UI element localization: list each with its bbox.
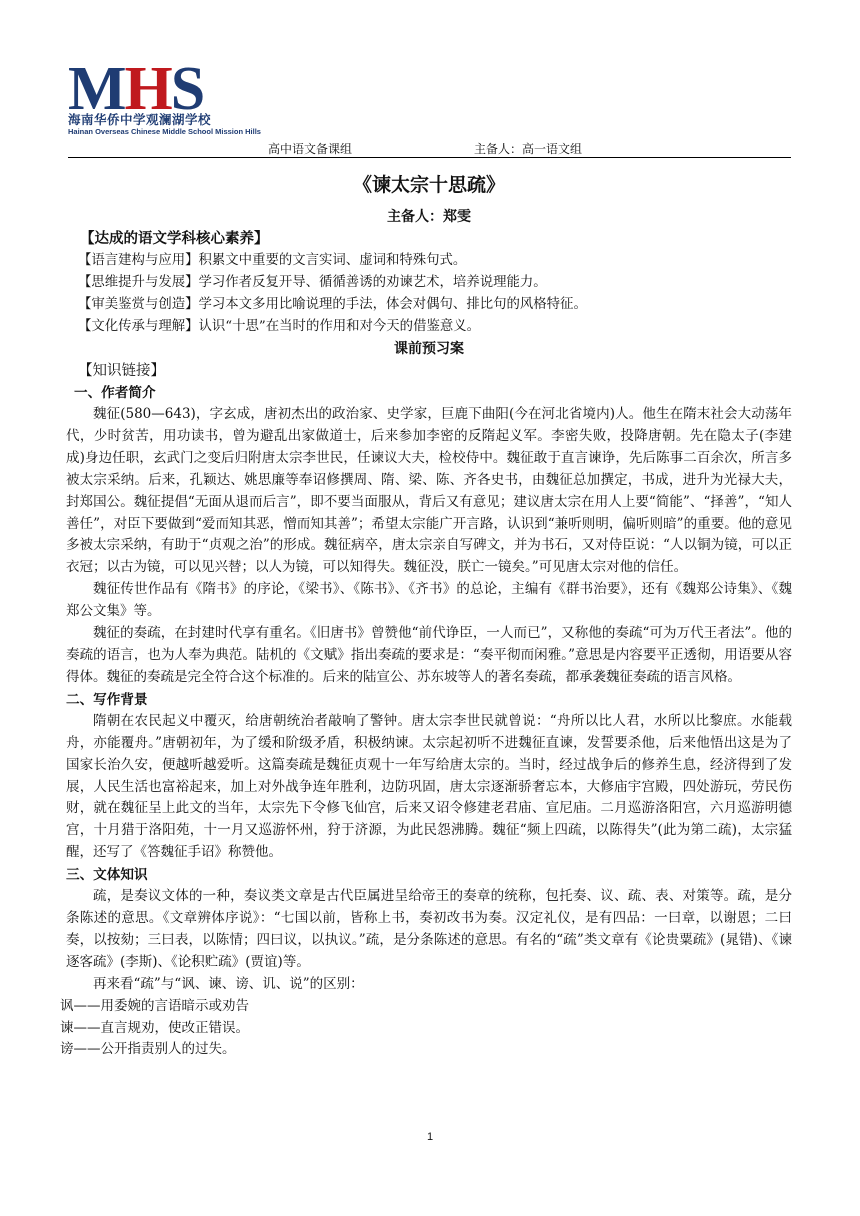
- definition-line: 谏——直言规劝，使改正错误。: [60, 1019, 249, 1036]
- definition-line: 讽——用委婉的言语暗示或劝告: [60, 997, 249, 1014]
- header-divider: [68, 157, 791, 158]
- competency-item: 【思维提升与发展】学习作者反复开导、循循善诱的劝谏艺术，培养说理能力。: [78, 275, 547, 290]
- genre-paragraph-1: 疏，是奏议文体的一种，奏议类文章是古代臣属进呈给帝王的奏章的统称，包托奏、议、疏、表、对策等。疏，是分条陈述的意思。《文章辨体序说》：“七国以前，皆称上书，奏初改书为奏。汉定礼仪，是有四品：一曰章，以谢恩；二曰奏，以按劾；三曰表，以陈情；四曰议，以执议。”疏，是分条陈述的意思。有名的“疏”类文章有《论贵粟疏》(晁错)、《谏逐客疏》(李斯)、《论积贮疏》(贾谊)等。: [66, 888, 792, 970]
- header-group: 高中语文备课组: [268, 142, 353, 156]
- background-paragraph: 隋朝在农民起义中覆灭，给唐朝统治者敲响了警钟。唐太宗李世民就曾说：“舟所以比人君，水所以比黎庶。水能载舟，亦能覆舟。”唐朝初年，为了缓和阶级矛盾，积极纳谏。太宗起初听不进魏征直谏，发誓要杀他，后来他悟出这是为了国家长治久安，便越听越爱听。这篇奏疏是魏征贞观十一年写给唐太宗的。当时，经过战争后的修养生息，经济得到了发展，人民生活也富裕起来，加上对外战争连年胜利，边防巩固，唐太宗逐渐骄奢忘本，大修庙宇宫殿，四处游玩，劳民伤财，就在魏征呈上此文的当年，太宗先下令修飞仙宫，后来又诏令修建老君庙、宣尼庙。二月巡游洛阳宫，六月巡游明德宫，十月猎于洛阳苑，十一月又巡游怀州，狩于济源，为此民怨沸腾。魏征“频上四疏，以陈得失”(此为第二疏)，太宗猛醒，还写了《答魏征手诏》称赞他。: [66, 712, 792, 861]
- competency-item: 【审美鉴赏与创造】学习本文多用比喻说理的手法，体会对偶句、排比句的风格特征。: [78, 297, 587, 312]
- competency-heading: 【达成的语文学科核心素养】: [80, 231, 269, 247]
- doc-author: 主备人：郑雯: [387, 209, 471, 225]
- author-paragraph-3: 魏征的奏疏，在封建时代享有重名。《旧唐书》曾赞他“前代诤臣，一人而已”，又称他的奏疏“可为万代王者法”。他的奏疏的语言，也为人奉为典范。陆机的《文赋》指出奏疏的要求是：“奏平彻而闲雅。”意思是内容要平正透彻，用语要从容得体。魏征的奏疏是完全符合这个标准的。后来的陆宣公、苏东坡等人的著名奏疏，都承袭魏征奏疏的语言风格。: [66, 625, 792, 685]
- section-author-title: 一、作者简介: [74, 385, 156, 401]
- preview-heading: 课前预习案: [394, 341, 464, 357]
- logo-mark: MHS: [68, 55, 204, 123]
- author-paragraph-2: 魏征传世作品有《隋书》的序论，《梁书》、《陈书》、《齐书》的总论，主编有《群书治要》，还有《魏郑公诗集》、《魏郑公文集》等。: [66, 581, 792, 620]
- school-logo: [68, 55, 261, 140]
- author-paragraph-1: 魏征(580—643)，字玄成，唐初杰出的政治家、史学家，巨鹿下曲阳(今在河北省境内)人。他生在隋末社会大动荡年代，少时贫苦，用功读书，曾为避乱出家做道士，后来参加李密的反隋起义军。李密失败，投降唐朝。先在隐太子(李建成)身边任职，玄武门之变后归附唐太宗李世民，任谏议大夫，检校侍中。魏征敢于直言谏诤，先后陈事二百余次，所言多被太宗采纳。后来，孔颖达、姚思廉等奉诏修撰周、隋、梁、陈、齐各史书，由魏征总加撰定，书成，进升为光禄大夫，封郑国公。魏征提倡“无面从退而后言”，即不要当面服从，背后又有意见；建议唐太宗在用人上要“简能”、“择善”，“知人善任”，对臣下要做到“爱而知其恶，憎而知其善”；希望太宗能广开言路，认识到“兼听则明，偏听则暗”的重要。他的意见多被太宗采纳，有助于“贞观之治”的形成。魏征病卒，唐太宗亲自写碑文，并为书石，又对侍臣说：“人以铜为镜，可以正衣冠；以古为镜，可以见兴替；以人为镜，可以知得失。魏征没，朕亡一镜矣。”可见唐太宗对他的信任。: [66, 406, 792, 576]
- logo-chinese-name: 海南华侨中学观澜湖学校: [68, 112, 212, 127]
- genre-paragraph-2: 再来看“疏”与“讽、谏、谤、讥、说”的区别：: [93, 975, 364, 992]
- doc-title: 《谏太宗十思疏》: [352, 174, 505, 196]
- competency-item: 【语言建构与应用】积累文中重要的文言实词、虚词和特殊句式。: [78, 253, 467, 268]
- knowledge-heading: 【知识链接】: [78, 363, 165, 379]
- competency-item: 【文化传承与理解】认识“十思”在当时的作用和对今天的借鉴意义。: [78, 319, 481, 334]
- section-genre-title: 三、文体知识: [66, 867, 148, 884]
- document-body: [60, 166, 792, 1061]
- header-preparer: 主备人：高一语文组: [474, 142, 583, 156]
- definition-line: 谤——公开指责别人的过失。: [60, 1041, 236, 1058]
- logo-english-name: Hainan Overseas Chinese Middle School Mission Hills: [68, 127, 261, 136]
- section-background-title: 二、写作背景: [66, 691, 148, 708]
- page-number: 1: [426, 1131, 434, 1143]
